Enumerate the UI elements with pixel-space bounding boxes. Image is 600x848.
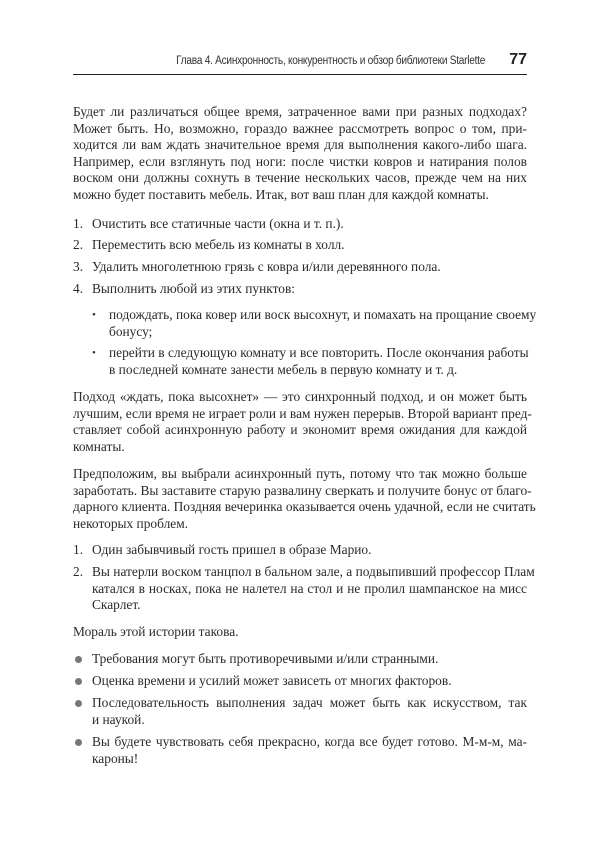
text-line: подождать, пока ковер или воск высохнут, и помахать на прощание своему [109,307,537,322]
bullet-item [73,651,527,668]
list-number: 2. [73,564,84,579]
text-line: Предположим, вы выбрали асинхронный путь, потому что так можно больше [73,466,527,481]
text-line: кароны! [92,750,139,766]
text-line: Последовательность выполнения задач может быть как искусством, так [92,695,527,710]
text-line: в последней комнате занести мебель в первую комнату и т. д. [109,361,458,377]
text-line: перейти в следующую комнату и все повторить. После окончания работы [109,345,529,360]
text-line: дарного клиента. Поздняя вечеринка оказывается очень удачной, если не считать [73,499,536,514]
text-line: Вы будете чувствовать себя прекрасно, когда все будет готово. М-м-м, ма- [92,734,527,749]
text-line: бонусу; [109,323,153,339]
text-line: заработать. Вы заставите старую развалину сверкать и получите бонус от благо- [73,482,532,498]
text-line: Подход «ждать, пока высохнет» — это синхронный подход, и он может быть [73,389,527,404]
paragraph-sync-approach [73,389,532,455]
text-line: комнаты. [73,438,125,454]
bullet-item [73,673,527,690]
text-line: лучшим, если время не играет роли и вам нужен перерыв. Второй вариант пред- [73,405,532,421]
chapter-title: Глава 4. Асинхронность, конкурентность и обзор библиотеки Starlette [176,55,485,67]
text-line: Удалить многолетнюю грязь с ковра и/или деревянного пола. [92,259,441,274]
text-line: Выполнить любой из этих пунктов: [92,281,296,296]
text-line: Требования могут быть противоречивыми и/или странными. [92,651,439,666]
list-number: 3. [73,259,84,274]
paragraph-async-path [73,466,536,532]
list-item [73,237,527,254]
text-line: Будет ли различаться общее время, затраченное вами при разных подходах? [73,104,527,119]
text-line: катался в носках, пока не налетел на стол и не пролил шампанское на мисс [92,580,527,596]
text-line: Мораль этой истории такова. [73,624,239,639]
text-line: воском они должны сохнуть в течение нескольких часов, прежде чем на них [73,170,527,185]
list-item [73,542,527,559]
list-number: 2. [73,237,84,252]
list-item [73,564,535,614]
text-line: можно будет поставить мебель. Итак, вот ваш план для каждой комнаты. [73,186,489,202]
text-line: Например, если взглянуть под ноги: после чистки ковров и натирания полов [73,153,527,169]
running-header [73,52,527,75]
text-line: и наукой. [92,711,145,727]
list-number: 4. [73,281,84,296]
paragraph-intro [73,104,527,203]
bullet-icon [75,700,82,707]
list-item [73,216,527,233]
text-line: Переместить всю мебель из комнаты в холл. [92,237,345,252]
bullet-item [73,734,527,767]
bullet-icon [75,678,82,685]
text-line: некоторых проблем. [73,515,189,531]
bullet-icon [75,656,82,663]
bullet-item [73,695,527,728]
bullet-icon [75,739,82,746]
list-item [73,259,527,276]
list-number: 1. [73,216,84,231]
text-line: Очистить все статичные части (окна и т. п.). [92,216,344,231]
sub-list-item [92,345,527,378]
text-line: ходится ли вам ждать значительное время для выполнения какого-либо шага. [73,137,527,152]
text-line: ставляет собой асинхронную работу и экономит время ожидания для каждой [73,422,527,437]
text-line: Может быть. Но, возможно, гораздо важнее рассмотреть вопрос о том, при- [73,120,527,136]
text-line: Вы натерли воском танцпол в бальном зале, а подвыпивший профессор Плам [92,564,535,579]
text-line: Один забывчивый гость пришел в образе Марио. [92,542,372,557]
text-line: Оценка времени и усилий может зависеть от многих факторов. [92,673,452,688]
sub-list-item [92,307,537,340]
text-line: Скарлет. [92,597,141,612]
paragraph-moral [73,624,527,641]
list-number: 1. [73,542,84,557]
page-number: 77 [509,51,527,68]
bullet-icon: • [92,347,96,359]
list-item [73,281,527,298]
bullet-icon: • [92,309,96,321]
